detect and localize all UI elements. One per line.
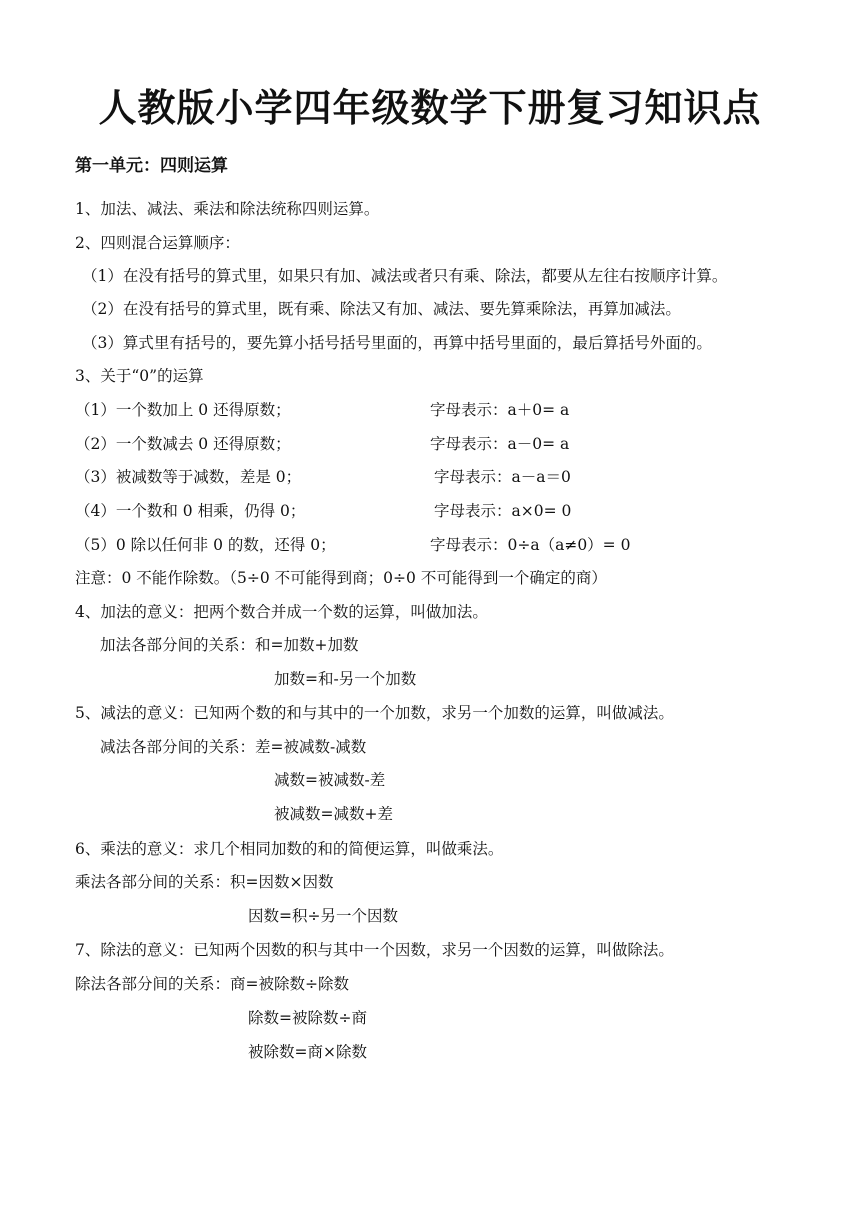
zero-rule-5: （5）0 除以任何非 0 的数，还得 0； [75,536,336,554]
item-1: 1、加法、减法、乘法和除法统称四则运算。 [75,200,380,218]
document-title: 人教版小学四年级数学下册复习知识点 [98,85,762,130]
zero-rule-4: （4）一个数和 0 相乘，仍得 0； [75,502,306,520]
item-4: 4、加法的意义：把两个数合并成一个数的运算，叫做加法。 [75,603,488,621]
item-7-relation-2: 除数=被除数÷商 [248,1009,367,1027]
item-5: 5、减法的意义：已知两个数的和与其中的一个加数，求另一个加数的运算，叫做减法。 [75,704,674,722]
zero-formula-2: 字母表示：a－0= a [430,435,570,453]
item-4-relation-2: 加数=和-另一个加数 [274,670,417,688]
item-5-relation-2: 减数=被减数-差 [274,771,386,789]
item-3: 3、关于“0”的运算 [75,367,204,385]
zero-rule-2: （2）一个数减去 0 还得原数； [75,435,291,453]
zero-formula-4: 字母表示：a×0= 0 [434,502,572,520]
zero-rule-1: （1）一个数加上 0 还得原数； [75,401,291,419]
item-2-1: （1）在没有括号的算式里，如果只有加、减法或者只有乘、除法，都要从左往右按顺序计算。 [82,267,728,285]
zero-formula-5: 字母表示：0÷a（a≠0）= 0 [430,536,631,554]
zero-formula-3: 字母表示：a－a＝0 [434,468,571,486]
item-2-2: （2）在没有括号的算式里，既有乘、除法又有加、减法、要先算乘除法，再算加减法。 [82,300,681,318]
item-7-relation-1: 除法各部分间的关系：商=被除数÷除数 [75,975,349,993]
item-5-relation-3: 被减数=减数+差 [274,805,393,823]
zero-rule-3: （3）被减数等于减数，差是 0； [75,468,302,486]
item-2-3: （3）算式里有括号的，要先算小括号括号里面的，再算中括号里面的，最后算括号外面的。 [82,334,712,352]
item-6: 6、乘法的意义：求几个相同加数的和的简便运算，叫做乘法。 [75,840,504,858]
item-7-relation-3: 被除数=商×除数 [248,1043,367,1061]
item-6-relation-2: 因数=积÷另一个因数 [248,907,398,925]
item-6-relation-1: 乘法各部分间的关系：积=因数×因数 [75,873,334,891]
section-title: 第一单元：四则运算 [75,156,228,176]
item-2: 2、四则混合运算顺序： [75,234,240,252]
item-4-relation-1: 加法各部分间的关系：和=加数+加数 [100,636,359,654]
item-7: 7、除法的意义：已知两个因数的积与其中一个因数，求另一个因数的运算，叫做除法。 [75,941,674,959]
item-5-relation-1: 减法各部分间的关系：差=被减数-减数 [100,738,367,756]
zero-formula-1: 字母表示：a＋0= a [430,401,570,419]
note: 注意：0 不能作除数。（5÷0 不可能得到商；0÷0 不可能得到一个确定的商） [75,569,607,587]
